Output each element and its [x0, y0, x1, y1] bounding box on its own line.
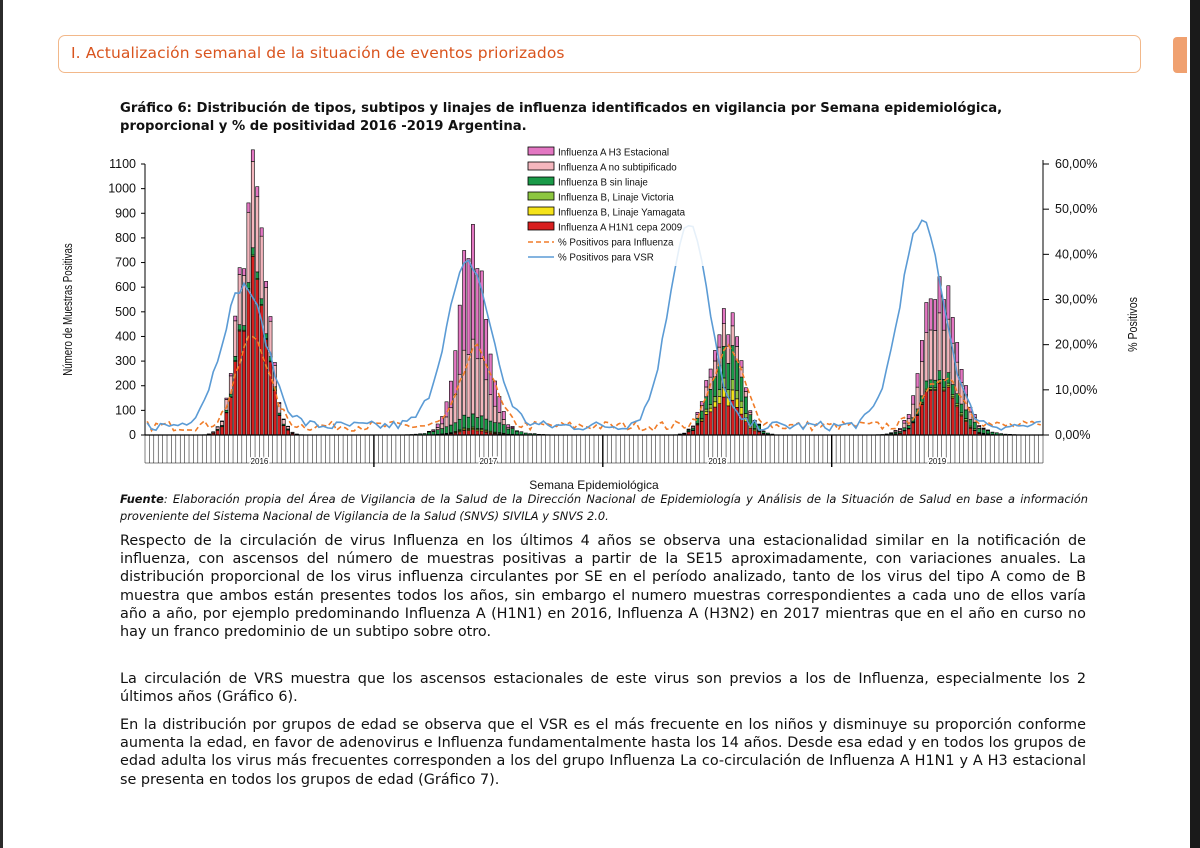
year-label: 2016 [250, 457, 269, 466]
bar-anosub [934, 331, 937, 381]
bar-anosub [713, 361, 716, 377]
bar-bsin [493, 423, 496, 432]
bar-h1n1 [216, 430, 219, 435]
legend-label-pos_inf: % Positivos para Influenza [558, 237, 674, 249]
bar-h3 [934, 300, 937, 331]
bar-h1n1 [956, 407, 959, 435]
bar-anosub [212, 432, 215, 433]
bar-bvic [947, 383, 950, 386]
bar-h3 [493, 381, 496, 406]
bar-h1n1 [234, 362, 237, 435]
bar-h3 [894, 430, 897, 431]
bar-bvic [709, 404, 712, 408]
bar-bvic [951, 394, 954, 396]
bar-bvic [705, 409, 708, 412]
bar-h3 [256, 187, 259, 197]
y2-tick-label: 60,00% [1055, 157, 1098, 171]
bar-h3 [929, 299, 932, 330]
bar-h3 [269, 317, 272, 322]
bar-anosub [903, 423, 906, 428]
bar-h3 [982, 428, 985, 429]
bar-anosub [942, 330, 945, 379]
bar-bsin [449, 425, 452, 433]
bar-bsin [498, 423, 501, 433]
bar-bvic [735, 390, 738, 399]
bar-anosub [493, 406, 496, 422]
y2-tick-label: 10,00% [1055, 382, 1098, 397]
bar-bsin [731, 346, 734, 380]
bar-h1n1 [951, 398, 954, 435]
bar-h3 [511, 426, 514, 427]
bar-anosub [286, 427, 289, 429]
bar-h3 [251, 150, 254, 162]
bar-h1n1 [938, 383, 941, 435]
bar-bsin [973, 422, 976, 429]
bar-h3 [912, 396, 915, 404]
bar-bsin [727, 363, 730, 389]
bar-h1n1 [920, 404, 923, 435]
bar-h3 [951, 317, 954, 343]
y-tick-label: 0 [129, 428, 136, 442]
bar-bsin [960, 404, 963, 413]
bar-anosub [722, 324, 725, 347]
y2-axis-label: % Positivos [1126, 297, 1141, 352]
bar-anosub [489, 395, 492, 421]
bar-byam [709, 408, 712, 412]
bar-anosub [282, 420, 285, 425]
bar-anosub [234, 321, 237, 357]
legend-label-bsin: Influenza B sin linaje [558, 177, 648, 189]
bar-h3 [898, 428, 901, 429]
bar-byam [740, 408, 743, 414]
bar-bsin [700, 411, 703, 419]
bar-h1n1 [960, 416, 963, 435]
bar-anosub [498, 412, 501, 422]
bar-h1n1 [463, 430, 466, 435]
bar-bsin [947, 373, 950, 383]
bar-h3 [220, 421, 223, 422]
bar-anosub [480, 359, 483, 416]
bar-anosub [744, 391, 747, 397]
bar-h1n1 [467, 431, 470, 435]
bar-bsin [511, 429, 514, 435]
bar-bsin [427, 432, 430, 435]
bar-anosub [912, 404, 915, 418]
y2-tick-label: 40,00% [1055, 247, 1098, 262]
bar-bsin [260, 299, 263, 305]
bar-h1n1 [247, 290, 250, 435]
bar-h1n1 [264, 339, 267, 435]
bar-bsin [938, 371, 941, 380]
bar-h3 [978, 425, 981, 426]
bar-anosub [441, 424, 444, 429]
legend-swatch-bvic [528, 192, 554, 200]
bar-bsin [735, 361, 738, 390]
bar-h3 [722, 309, 725, 324]
bar-h3 [282, 419, 285, 420]
bar-h3 [907, 414, 910, 418]
bar-bsin [951, 385, 954, 395]
bar-h1n1 [925, 392, 928, 435]
y-axis-label: Número de Muestras Positivas [61, 243, 76, 376]
bar-anosub [929, 330, 932, 380]
bar-h1n1 [964, 422, 967, 435]
bar-anosub [220, 421, 223, 425]
bar-anosub [247, 212, 250, 282]
bar-h1n1 [700, 421, 703, 435]
bar-bvic [942, 388, 945, 390]
bar-bsin [903, 428, 906, 431]
legend-label-pos_vrs: % Positivos para VSR [558, 252, 654, 264]
bar-h3 [709, 369, 712, 377]
section-title: I. Actualización semanal de la situación de eventos priorizados [71, 44, 565, 62]
legend-label-anosub: Influenza A no subtipificado [558, 162, 677, 174]
source-note [120, 491, 1088, 525]
bar-anosub [727, 346, 730, 363]
bar-bsin [458, 419, 461, 430]
bar-byam [718, 397, 721, 404]
line-pos_inf [147, 337, 1041, 431]
bar-bsin [507, 429, 510, 434]
bar-h3 [502, 411, 505, 419]
bar-h3 [705, 380, 708, 387]
bar-h3 [225, 398, 228, 399]
bar-h1n1 [238, 331, 241, 435]
legend-label-h3: Influenza A H3 Estacional [558, 147, 670, 159]
y-tick-label: 500 [115, 304, 136, 319]
bar-h3 [925, 303, 928, 333]
legend-label-byam: Influenza B, Linaje Yamagata [558, 207, 686, 219]
bar-h1n1 [225, 413, 228, 435]
bar-bsin [485, 419, 488, 430]
bar-h3 [238, 268, 241, 275]
y2-tick-label: 0,00% [1055, 428, 1091, 442]
bar-h1n1 [942, 391, 945, 435]
bar-bsin [515, 431, 518, 434]
legend-label-h1n1: Influenza A H1N1 cepa 2009 [558, 222, 683, 234]
bar-h1n1 [947, 387, 950, 435]
bar-bsin [225, 410, 228, 412]
bar-bsin [986, 431, 989, 434]
bar-bsin [436, 430, 439, 435]
bar-h1n1 [929, 390, 932, 435]
bar-anosub [216, 427, 219, 429]
bar-bsin [489, 421, 492, 431]
bar-h1n1 [969, 428, 972, 435]
bar-h3 [454, 351, 457, 395]
bar-anosub [502, 419, 505, 424]
bar-anosub [291, 432, 294, 433]
legend-swatch-byam [528, 207, 554, 215]
bar-h3 [273, 362, 276, 365]
bar-h3 [247, 203, 250, 212]
y-tick-label: 1000 [108, 181, 136, 196]
bar-anosub [436, 427, 439, 429]
bar-byam [735, 399, 738, 408]
y2-tick-label: 50,00% [1055, 202, 1098, 217]
bar-bsin [251, 248, 254, 255]
bar-h1n1 [727, 406, 730, 435]
bar-h1n1 [691, 431, 694, 435]
bar-anosub [749, 412, 752, 414]
bar-h3 [264, 281, 267, 287]
bar-h1n1 [749, 428, 752, 435]
bar-h1n1 [251, 256, 254, 435]
bar-h3 [467, 259, 470, 355]
bar-bsin [502, 425, 505, 434]
legend-swatch-bsin [528, 177, 554, 185]
bar-h1n1 [282, 426, 285, 435]
bar-anosub [925, 333, 928, 381]
y-tick-label: 300 [115, 354, 136, 369]
bar-anosub [251, 161, 254, 247]
bar-bsin [766, 433, 769, 434]
bar-bsin [441, 429, 444, 434]
bar-h1n1 [718, 404, 721, 435]
bar-anosub [449, 408, 452, 425]
bar-bvic [740, 401, 743, 407]
chart-title: Gráfico 6: Distribución de tipos, subtipos y linajes de influenza identificados en vigilancia por Semana epidemiológica, proporcional y % de positividad 2016 -2019 Argentina. [120, 101, 1003, 134]
bar-h1n1 [278, 415, 281, 435]
bar-anosub [731, 326, 734, 346]
bar-h3 [260, 228, 263, 236]
bar-bsin [762, 431, 765, 433]
bar-bsin [480, 416, 483, 429]
bar-h3 [718, 335, 721, 347]
bar-h1n1 [907, 429, 910, 435]
bar-h1n1 [722, 397, 725, 435]
year-label: 2017 [479, 457, 498, 466]
bar-bsin [978, 428, 981, 432]
bar-h3 [713, 350, 716, 361]
chart-legend [522, 142, 722, 266]
bar-bsin [234, 356, 237, 360]
bar-h1n1 [744, 422, 747, 435]
y-tick-label: 800 [115, 230, 136, 245]
bar-h1n1 [471, 430, 474, 435]
bar-bvic [718, 390, 721, 397]
bar-anosub [260, 236, 263, 299]
source-label: Fuente [120, 492, 164, 506]
bar-h3 [920, 340, 923, 361]
bar-bvic [731, 380, 734, 390]
bar-anosub [920, 362, 923, 396]
bar-bsin [467, 417, 470, 428]
bar-h1n1 [934, 391, 937, 435]
y2-tick-label: 20,00% [1055, 337, 1098, 352]
bar-bsin [964, 410, 967, 419]
bar-bsin [229, 394, 232, 397]
bar-h3 [458, 305, 461, 374]
bar-h3 [744, 388, 747, 392]
bar-bsin [709, 389, 712, 404]
paragraph-2: La circulación de VRS muestra que los ascensos estacionales de este virus son previos a los de Influenza, especialmente los 2 últimos años (Gráfico 6). [120, 671, 1086, 706]
bar-h3 [229, 373, 232, 375]
bar-h1n1 [696, 425, 699, 435]
bar-bsin [969, 420, 972, 427]
bar-h1n1 [709, 412, 712, 435]
bar-h3 [485, 319, 488, 379]
bar-h3 [947, 286, 950, 319]
bar-h1n1 [916, 415, 919, 435]
bar-anosub [238, 274, 241, 324]
bar-h3 [234, 316, 237, 321]
year-label: 2018 [708, 457, 727, 466]
bar-anosub [463, 350, 466, 415]
bar-bsin [445, 427, 448, 434]
bar-h3 [432, 430, 435, 431]
y2-tick-label: 30,00% [1055, 292, 1098, 307]
bar-anosub [916, 387, 919, 409]
y-tick-label: 1100 [109, 157, 136, 171]
bar-bvic [960, 413, 963, 415]
paragraph-1: Respecto de la circulación de virus Influenza en los últimos 4 años se observa una estacionalidad similar en la notificación de influenza, con ascensos del número de muestras positivas a partir de la SE15 aproximadamente, con variaciones anuales. La distribución proporcional de los virus influenza circulantes por SE en el período analizado, tanto de los virus del tipo A como de B muestra que ambos están presentes todos los años, sin embargo el numero muestras correspondientes a cada uno de ellos varía año a año, por ejemplo predominando Influenza A (H1N1) en 2016, Influenza A (H3N2) en 2017 mientras que en el año en curso no hay un franco predominio de un subtipo sobre otro. [120, 533, 1086, 641]
y-tick-label: 100 [115, 403, 136, 418]
bar-anosub [445, 417, 448, 427]
bar-h3 [903, 420, 906, 423]
bar-h3 [956, 342, 959, 362]
bar-bsin [471, 414, 474, 427]
bar-h1n1 [286, 430, 289, 435]
bar-h1n1 [912, 423, 915, 435]
bar-bvic [956, 403, 959, 405]
bar-h3 [507, 425, 510, 428]
bar-h1n1 [713, 407, 716, 435]
bar-bsin [256, 272, 259, 278]
bar-h1n1 [229, 397, 232, 435]
bar-h3 [916, 374, 919, 388]
bar-anosub [938, 313, 941, 371]
paragraph-3: En la distribución por grupos de edad se observa que el VSR es el más frecuente en los niños y disminuye su proporción conforme aumenta la edad, en favor de adenovirus e Influenza fundamentalmente hasta los 14 años. Desde esa edad y en todos los grupos de edad adulta los virus más frecuentes corresponden a los del grupo Influenza La co-circulación de Influenza A H1N1 y A H3 estacional se presenta en todos los grupos de edad (Gráfico 7). [120, 717, 1086, 788]
legend-swatch-anosub [528, 162, 554, 170]
bar-bsin [476, 417, 479, 428]
bar-bsin [520, 432, 523, 435]
bar-h3 [436, 424, 439, 427]
bar-byam [713, 402, 716, 407]
bar-h3 [735, 337, 738, 347]
bar-bvic [713, 396, 716, 401]
bar-bsin [432, 432, 435, 435]
y-tick-label: 900 [115, 206, 136, 221]
bar-bsin [907, 426, 910, 429]
bar-h3 [749, 411, 752, 413]
bar-h1n1 [220, 427, 223, 435]
bar-h3 [498, 396, 501, 412]
bar-bsin [454, 423, 457, 432]
bar-bsin [463, 415, 466, 428]
bar-h1n1 [705, 414, 708, 435]
y-tick-label: 400 [115, 329, 136, 344]
bar-bvic [744, 414, 747, 418]
bar-anosub [256, 197, 259, 272]
bar-anosub [264, 288, 267, 334]
bar-anosub [476, 359, 479, 418]
y-tick-label: 200 [115, 378, 136, 393]
year-label: 2019 [928, 457, 947, 466]
bar-bsin [982, 430, 985, 434]
bar-byam [731, 390, 734, 400]
x-axis-label: Semana Epidemiológica [529, 478, 659, 492]
bar-anosub [454, 394, 457, 422]
bar-bsin [956, 394, 959, 404]
bar-byam [705, 412, 708, 415]
legend-swatch-h3 [528, 147, 554, 155]
bar-bsin [691, 428, 694, 430]
bar-anosub [485, 380, 488, 419]
bar-bsin [740, 377, 743, 401]
bar-h1n1 [273, 391, 276, 435]
bar-h3 [471, 224, 474, 339]
source-text: : Elaboración propia del Área de Vigilancia de la Salud de la Dirección Nacional de Epidemiología y Análisis de la Situación de Salud en base a información proveniente del Sistema Nacional de Vigilancia de la Salud (SNVS) SIVILA y SNVS 2.0. [120, 492, 1088, 523]
bar-bsin [744, 397, 747, 414]
y-tick-label: 700 [115, 255, 136, 270]
y-tick-label: 600 [115, 280, 136, 295]
bar-bsin [238, 325, 241, 330]
bar-h3 [242, 269, 245, 276]
bar-bsin [991, 432, 994, 434]
bar-h3 [691, 426, 694, 427]
bar-bsin [925, 381, 928, 389]
legend-label-bvic: Influenza B, Linaje Victoria [558, 192, 674, 204]
legend-swatch-h1n1 [528, 222, 554, 230]
bar-h3 [731, 313, 734, 326]
bar-bsin [242, 326, 245, 331]
